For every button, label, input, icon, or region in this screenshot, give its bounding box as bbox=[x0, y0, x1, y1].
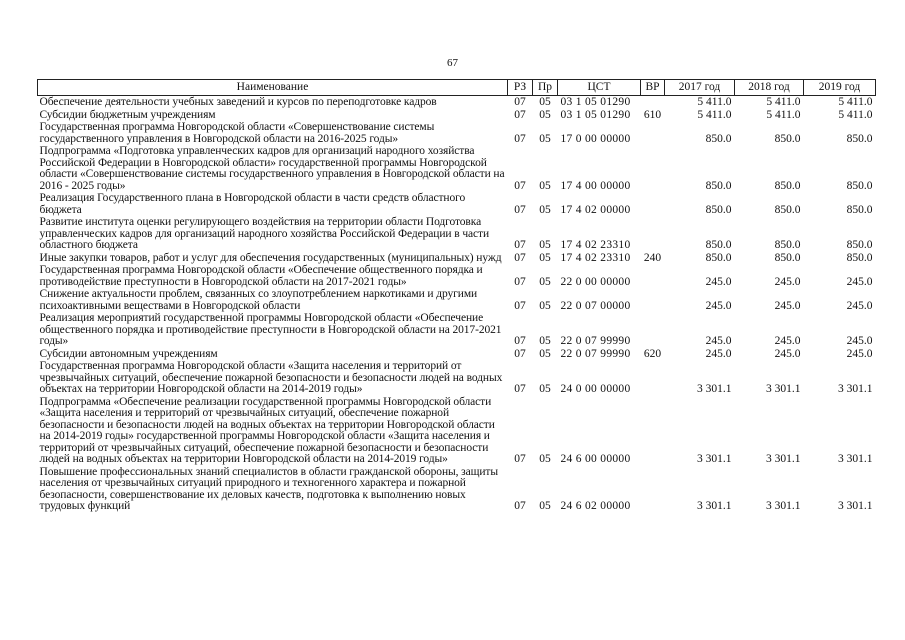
row-cst-cell: 17 4 00 00000 bbox=[560, 179, 631, 192]
row-name-cell: Обеспечение деятельности учебных заведений и курсов по переподготовке кадров bbox=[39, 96, 437, 108]
row-rz-cell: 07 bbox=[514, 239, 526, 251]
row-cst-cell: 24 6 02 00000 bbox=[560, 500, 631, 512]
row-pr-cell: 05 bbox=[539, 335, 551, 347]
row-rz-cell: 07 bbox=[514, 299, 526, 312]
row-2018-cell: 245.0 bbox=[774, 335, 801, 347]
table-row bbox=[38, 264, 876, 288]
row-rz-cell: 07 bbox=[514, 108, 526, 121]
row-2018-cell: 5 411.0 bbox=[766, 108, 801, 121]
row-2019-cell: 245.0 bbox=[846, 275, 873, 288]
row-2019-cell: 850.0 bbox=[846, 179, 873, 192]
row-rz-cell: 07 bbox=[514, 251, 526, 264]
row-rz-cell: 07 bbox=[514, 453, 526, 465]
row-cst-cell: 24 6 00 00000 bbox=[560, 453, 631, 465]
row-pr-cell: 05 bbox=[539, 275, 551, 288]
row-vr-cell bbox=[641, 396, 665, 466]
row-rz-cell: 07 bbox=[514, 96, 526, 108]
row-2017-cell: 245.0 bbox=[705, 275, 732, 288]
row-pr-cell: 05 bbox=[539, 347, 551, 360]
row-rz-cell: 07 bbox=[514, 347, 526, 360]
row-2018-cell: 245.0 bbox=[774, 275, 801, 288]
table-row bbox=[38, 121, 876, 145]
row-name-cell: Субсидии автономным учреждениям bbox=[39, 347, 218, 360]
row-pr-cell: 05 bbox=[539, 239, 551, 251]
row-2019-cell: 3 301.1 bbox=[838, 500, 873, 512]
row-2018-cell: 850.0 bbox=[774, 239, 801, 251]
row-name-cell: Повышение профессиональных знаний специалистов в области гражданской обороны, защиты населения от чрезвычайных ситуаций природного и техногенного характера и пожарной безопасности, совершенствование их деловых качеств, подготовка к выполнению новых трудовых функций bbox=[39, 465, 498, 512]
row-2017-cell: 245.0 bbox=[705, 335, 732, 347]
row-rz-cell: 07 bbox=[514, 179, 526, 192]
row-2018-cell: 3 301.1 bbox=[766, 383, 801, 395]
row-pr-cell: 05 bbox=[539, 299, 551, 312]
row-pr-cell: 05 bbox=[539, 500, 551, 512]
row-2017-cell: 850.0 bbox=[705, 251, 732, 264]
row-pr-cell: 05 bbox=[539, 96, 551, 108]
row-rz-cell: 07 bbox=[514, 275, 526, 288]
row-vr-cell: 240 bbox=[643, 251, 662, 264]
row-name-cell: Субсидии бюджетным учреждениям bbox=[39, 108, 216, 121]
row-2018-cell: 850.0 bbox=[774, 251, 801, 264]
row-vr-cell bbox=[641, 264, 665, 288]
row-2018-cell: 850.0 bbox=[774, 132, 801, 145]
table-row bbox=[38, 145, 876, 192]
table-row bbox=[38, 96, 876, 109]
row-2019-cell: 850.0 bbox=[846, 132, 873, 145]
row-2019-cell: 245.0 bbox=[846, 347, 873, 360]
row-cst-cell: 24 0 00 00000 bbox=[560, 383, 631, 395]
row-name-cell: Подпрограмма «Подготовка управленческих кадров для организаций народного хозяйства Российской Федерации в Новгородской области» государственной программы Новгородской области «Совершенствование системы государственного управления в Новгородской области на 2016 - 2025 годы» bbox=[39, 145, 505, 192]
row-cst-cell: 22 0 07 99990 bbox=[560, 347, 631, 360]
row-2017-cell: 245.0 bbox=[705, 347, 732, 360]
row-cst-cell: 17 4 02 23310 bbox=[560, 239, 631, 251]
row-cst-cell: 17 4 02 00000 bbox=[560, 203, 631, 216]
table-row bbox=[38, 348, 876, 361]
row-vr-cell bbox=[641, 192, 665, 216]
table-row bbox=[38, 288, 876, 312]
row-2018-cell: 3 301.1 bbox=[766, 500, 801, 512]
header-name: Наименование bbox=[38, 80, 508, 96]
row-cst-cell: 03 1 05 01290 bbox=[560, 96, 631, 108]
row-cst-cell: 22 0 07 99990 bbox=[560, 335, 631, 347]
row-cst-cell: 03 1 05 01290 bbox=[560, 108, 631, 121]
row-vr-cell bbox=[641, 145, 665, 192]
row-2017-cell: 5 411.0 bbox=[697, 96, 732, 108]
header-pr: Пр bbox=[533, 80, 558, 96]
page-number: 67 bbox=[447, 57, 458, 69]
row-2017-cell: 3 301.1 bbox=[697, 383, 732, 395]
row-cst-cell: 17 0 00 00000 bbox=[560, 132, 631, 145]
budget-table bbox=[37, 79, 876, 513]
row-name-cell: Снижение актуальности проблем, связанных со злоупотреблением наркотиками и другими психоактивными веществами в Новгородской области bbox=[39, 288, 478, 312]
row-2018-cell: 245.0 bbox=[774, 299, 801, 312]
row-pr-cell: 05 bbox=[539, 453, 551, 465]
row-2019-cell: 850.0 bbox=[846, 203, 873, 216]
row-2017-cell: 850.0 bbox=[705, 132, 732, 145]
row-2018-cell: 5 411.0 bbox=[766, 96, 801, 108]
row-rz-cell: 07 bbox=[514, 203, 526, 216]
row-pr-cell: 05 bbox=[539, 132, 551, 145]
header-cst: ЦСТ bbox=[558, 80, 641, 96]
row-vr-cell: 610 bbox=[643, 108, 662, 121]
row-name-cell: Подпрограмма «Обеспечение реализации государственной программы Новгородской области «Защита населения и территорий от чрезвычайных ситуаций, обеспечение пожарной безопасности и безопасности людей на водных объектах на территории Новгородской области на 2014-2019 годы» государственной программы Новгородской области «Защита населения и территорий от чрезвычайных ситуаций, обеспечение пожарной безопасности и безопасности людей на водных объектах на территории Новгородской области на 2014-2019 годы» bbox=[39, 395, 495, 465]
row-2017-cell: 850.0 bbox=[705, 179, 732, 192]
row-name-cell: Государственная программа Новгородской области «Обеспечение общественного порядка и противодействие преступности в Новгородской области на 2017-2021 годы» bbox=[39, 264, 483, 288]
row-2017-cell: 3 301.1 bbox=[697, 500, 732, 512]
row-vr-cell bbox=[641, 216, 665, 252]
row-name-cell: Развитие института оценки регулирующего воздействия на территории области Подготовка управленческих кадров для организаций народного хозяйства Российской Федерации в части областного бюджета bbox=[39, 216, 490, 251]
row-2019-cell: 245.0 bbox=[846, 335, 873, 347]
row-vr-cell bbox=[641, 288, 665, 312]
row-pr-cell: 05 bbox=[539, 108, 551, 121]
row-cst-cell: 22 0 00 00000 bbox=[560, 275, 631, 288]
row-pr-cell: 05 bbox=[539, 383, 551, 395]
table-row bbox=[38, 216, 876, 252]
table-row bbox=[38, 466, 876, 513]
row-2018-cell: 245.0 bbox=[774, 347, 801, 360]
row-2019-cell: 850.0 bbox=[846, 251, 873, 264]
row-vr-cell bbox=[641, 121, 665, 145]
row-name-cell: Реализация Государственного плана в Новгородской области в части средств областного бюджета bbox=[39, 192, 466, 216]
row-vr-cell bbox=[641, 360, 665, 396]
header-vr: ВР bbox=[641, 80, 665, 96]
header-2017: 2017 год bbox=[665, 80, 735, 96]
row-2018-cell: 3 301.1 bbox=[766, 453, 801, 465]
row-2019-cell: 3 301.1 bbox=[838, 383, 873, 395]
row-2019-cell: 245.0 bbox=[846, 299, 873, 312]
row-name-cell: Государственная программа Новгородской области «Защита населения и территорий от чрезвычайных ситуаций, обеспечение пожарной безопасности и безопасности людей на водных объектах на территории Новгородской области на 2014-2019 годы» bbox=[39, 360, 503, 395]
row-2019-cell: 850.0 bbox=[846, 239, 873, 251]
row-name-cell: Государственная программа Новгородской области «Совершенствование системы государственного управления в Новгородской области на 2016-2025 годы» bbox=[39, 121, 435, 145]
row-2019-cell: 3 301.1 bbox=[838, 453, 873, 465]
table-header-row bbox=[38, 80, 876, 96]
row-2019-cell: 5 411.0 bbox=[838, 108, 873, 121]
row-pr-cell: 05 bbox=[539, 179, 551, 192]
row-rz-cell: 07 bbox=[514, 500, 526, 512]
table-row bbox=[38, 360, 876, 396]
row-cst-cell: 17 4 02 23310 bbox=[560, 251, 631, 264]
row-2018-cell: 850.0 bbox=[774, 203, 801, 216]
row-2017-cell: 5 411.0 bbox=[697, 108, 732, 121]
row-pr-cell: 05 bbox=[539, 203, 551, 216]
row-rz-cell: 07 bbox=[514, 383, 526, 395]
table-row bbox=[38, 109, 876, 122]
row-2017-cell: 850.0 bbox=[705, 239, 732, 251]
row-2019-cell: 5 411.0 bbox=[838, 96, 873, 108]
row-vr-cell bbox=[641, 466, 665, 513]
table-row bbox=[38, 192, 876, 216]
row-vr-cell bbox=[641, 96, 665, 109]
header-2019: 2019 год bbox=[804, 80, 876, 96]
row-2017-cell: 245.0 bbox=[705, 299, 732, 312]
row-rz-cell: 07 bbox=[514, 132, 526, 145]
row-cst-cell: 22 0 07 00000 bbox=[560, 299, 631, 312]
row-2017-cell: 3 301.1 bbox=[697, 453, 732, 465]
row-2017-cell: 850.0 bbox=[705, 203, 732, 216]
row-rz-cell: 07 bbox=[514, 335, 526, 347]
row-name-cell: Реализация мероприятий государственной программы Новгородской области «Обеспечение общественного порядка и противодействие преступности в Новгородской области на 2017-2021 годы» bbox=[39, 312, 502, 347]
row-name-cell: Иные закупки товаров, работ и услуг для обеспечения государственных (муниципальных) нужд bbox=[39, 251, 502, 264]
header-2018: 2018 год bbox=[735, 80, 804, 96]
table-row bbox=[38, 396, 876, 466]
row-pr-cell: 05 bbox=[539, 251, 551, 264]
row-vr-cell: 620 bbox=[643, 347, 662, 360]
row-vr-cell bbox=[641, 312, 665, 348]
table-row bbox=[38, 252, 876, 265]
row-2018-cell: 850.0 bbox=[774, 179, 801, 192]
table-body bbox=[38, 96, 876, 513]
header-rz: РЗ bbox=[508, 80, 533, 96]
table-row bbox=[38, 312, 876, 348]
